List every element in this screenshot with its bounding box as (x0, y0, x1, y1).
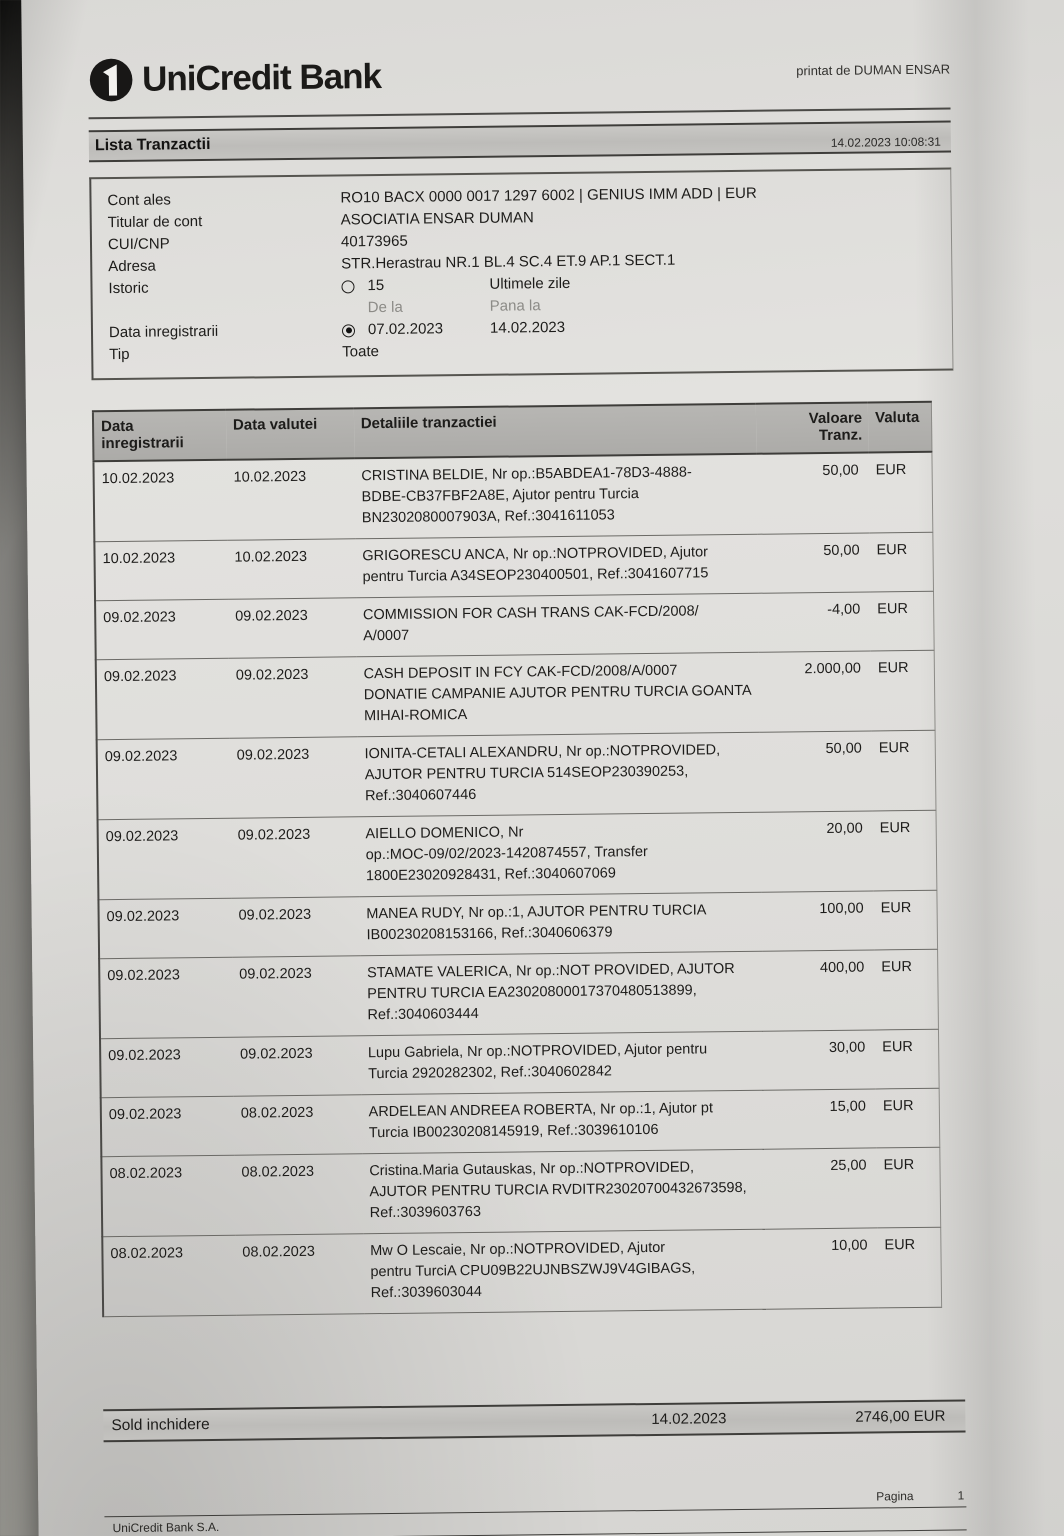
cell-data-valutei: 09.02.2023 (233, 1036, 361, 1096)
closing-balance-amount: 2746,00 EUR (855, 1407, 946, 1426)
transaction-row (101, 1088, 940, 1157)
transaction-row (101, 1147, 940, 1237)
header-divider (89, 108, 951, 120)
cell-data-valutei: 10.02.2023 (227, 539, 355, 599)
cell-valuta: EUR (877, 1227, 941, 1308)
cell-valuta: EUR (869, 532, 933, 592)
cell-detalii: MANEA RUDY, Nr op.:1, AJUTOR PENTRU TURCIA IB00230208153166, Ref.:3040606379 (359, 892, 762, 956)
field-label: Titular de cont (107, 213, 203, 232)
from-label: De la (367, 298, 403, 317)
field-label: CUI/CNP (107, 235, 170, 254)
section-title-bar (89, 121, 951, 163)
cell-data-valutei: 09.02.2023 (230, 737, 359, 818)
transaction-row (98, 810, 937, 900)
cell-detalii: AIELLO DOMENICO, Nr op.:MOC-09/02/2023-1420874557, Transfer 1800E23020928431, Ref.:3040607069 (358, 812, 761, 897)
cell-valoare: -4,00 (758, 592, 871, 652)
cell-data-valutei: 09.02.2023 (232, 956, 361, 1037)
unicredit-logo-icon (88, 57, 135, 104)
cell-data-inregistrarii: 09.02.2023 (98, 898, 232, 959)
cell-valoare: 100,00 (761, 891, 874, 951)
print-timestamp: 14.02.2023 10:08:31 (830, 134, 941, 150)
cell-valoare: 2.000,00 (758, 651, 871, 732)
field-label: Data inregistrarii (108, 322, 219, 342)
document-content (88, 48, 967, 1536)
cell-data-inregistrarii: 08.02.2023 (102, 1235, 236, 1317)
cell-valuta: EUR (874, 949, 938, 1030)
page-title: Lista Tranzactii (94, 135, 211, 155)
footer-bank-name: UniCredit Bank S.A. (112, 1519, 220, 1536)
transaction-row (98, 890, 937, 959)
cell-valoare: 400,00 (762, 950, 875, 1031)
cell-valoare: 50,00 (759, 731, 872, 812)
pagina-value: 1 (957, 1488, 965, 1503)
cell-valoare: 25,00 (764, 1148, 877, 1229)
field-value: RO10 BACX 0000 0017 1297 6002 | GENIUS IMM ADD | EUR (340, 184, 757, 207)
cell-valuta: EUR (876, 1147, 940, 1228)
cell-valoare: 15,00 (763, 1089, 876, 1149)
cell-data-valutei: 09.02.2023 (230, 817, 359, 898)
transaction-row (102, 1227, 941, 1317)
transaction-row (95, 591, 934, 660)
cell-detalii: COMMISSION FOR CASH TRANS CAK-FCD/2008/ A/0007 (356, 593, 759, 657)
cell-valuta: EUR (872, 730, 936, 811)
document-header (88, 48, 950, 104)
field-value: STR.Herastrau NR.1 BL.4 SC.4 ET.9 AP.1 SECT.1 (341, 251, 676, 273)
cell-data-inregistrarii: 09.02.2023 (101, 1096, 235, 1157)
cell-data-inregistrarii: 10.02.2023 (93, 460, 227, 542)
cell-data-inregistrarii: 09.02.2023 (95, 599, 229, 660)
closing-balance-label: Sold inchidere (111, 1415, 210, 1434)
field-value: 40173965 (340, 232, 408, 251)
cell-detalii: Mw O Lescaie, Nr op.:NOTPROVIDED, Ajutor pentru TurciA CPU09B22UJNBSZWJ9V4GIBAGS, Ref.:3039603044 (363, 1229, 766, 1314)
data-inregistrarii-radio (342, 324, 355, 337)
cell-data-inregistrarii: 09.02.2023 (100, 1037, 234, 1098)
cell-data-inregistrarii: 08.02.2023 (101, 1155, 235, 1237)
closing-balance-bar (103, 1399, 965, 1442)
transaction-row (97, 730, 936, 820)
istoric-days-value: 15 (367, 276, 385, 295)
cell-data-inregistrarii: 10.02.2023 (94, 540, 228, 601)
cell-valoare: 50,00 (757, 533, 870, 593)
cell-valuta: EUR (873, 890, 937, 950)
transactions-body (93, 452, 941, 1317)
transaction-row (99, 949, 938, 1039)
field-value: ASOCIATIA ENSAR DUMAN (340, 209, 534, 229)
cell-detalii: ARDELEAN ANDREEA ROBERTA, Nr op.:1, Ajutor pt Turcia IB00230208145919, Ref.:3039610106 (361, 1090, 764, 1154)
header-data-inregistrarii: Data inregistrarii (93, 410, 226, 462)
cell-valoare: 20,00 (760, 811, 873, 892)
pagina-label: Pagina (876, 1489, 914, 1504)
transactions-table (92, 401, 942, 1317)
transaction-row (93, 452, 932, 542)
cell-data-valutei: 08.02.2023 (234, 1154, 363, 1235)
cell-detalii: CRISTINA BELDIE, Nr op.:B5ABDEA1-78D3-4888- BDBE-CB37FBF2A8E, Ajutor pentru Turcia BN2302080007903A, Ref.:3041611053 (354, 454, 757, 539)
cell-detalii: Lupu Gabriela, Nr op.:NOTPROVIDED, Ajutor pentru Turcia 2920282302, Ref.:3040602842 (361, 1031, 764, 1095)
cell-detalii: GRIGORESCU ANCA, Nr op.:NOTPROVIDED, Ajutor pentru Turcia A34SEOP230400501, Ref.:3041607715 (355, 534, 758, 598)
date-to-value: 14.02.2023 (489, 318, 566, 337)
cell-data-valutei: 10.02.2023 (226, 458, 355, 540)
cell-valuta: EUR (870, 591, 934, 651)
date-from-value: 07.02.2023 (367, 320, 444, 339)
cell-detalii: CASH DEPOSIT IN FCY CAK-FCD/2008/A/0007 DONATIE CAMPANIE AJUTOR PENTRU TURCIA GOANTA MIHAI-ROMICA (356, 652, 759, 737)
header-detalii: Detaliile tranzactiei (354, 404, 756, 459)
cell-data-valutei: 09.02.2023 (229, 657, 358, 738)
footer-bank-bar (104, 1506, 966, 1536)
cell-data-valutei: 09.02.2023 (231, 897, 359, 957)
cell-valuta: EUR (875, 1029, 939, 1089)
cell-data-valutei: 08.02.2023 (235, 1234, 364, 1315)
cell-valoare: 10,00 (765, 1228, 878, 1309)
cell-valuta: EUR (871, 650, 935, 731)
cell-valoare: 50,00 (756, 452, 869, 534)
cell-valuta: EUR (876, 1088, 940, 1148)
cell-detalii: Cristina.Maria Gutauskas, Nr op.:NOTPROVIDED, AJUTOR PENTRU TURCIA RVDITR23020700432673598, Ref.:3039603763 (362, 1149, 765, 1234)
paper-document (21, 0, 1064, 1536)
transaction-row (94, 532, 933, 601)
brand-logo (88, 54, 381, 103)
field-label: Tip (109, 345, 130, 364)
istoric-radio (341, 280, 354, 293)
account-info-box (89, 168, 953, 381)
cell-data-inregistrarii: 09.02.2023 (96, 658, 230, 740)
transaction-row (96, 650, 935, 740)
cell-data-inregistrarii: 09.02.2023 (97, 738, 231, 820)
cell-data-valutei: 08.02.2023 (234, 1095, 362, 1155)
cell-data-inregistrarii: 09.02.2023 (99, 957, 233, 1039)
cell-valuta: EUR (873, 810, 937, 891)
cell-data-inregistrarii: 09.02.2023 (98, 818, 232, 900)
field-label: Istoric (108, 279, 149, 298)
closing-balance-date: 14.02.2023 (651, 1410, 727, 1429)
header-data-valutei: Data valutei (226, 408, 354, 459)
cell-detalii: STAMATE VALERICA, Nr op.:NOT PROVIDED, AJUTOR PENTRU TURCIA EA23020800017370480513899, Ref.:3040603444 (360, 951, 763, 1036)
to-label: Pana la (489, 297, 541, 315)
header-valoare: Valoare Tranz. (755, 402, 868, 453)
transaction-row (100, 1029, 939, 1098)
header-valuta: Valuta (868, 402, 932, 453)
brand-name: UniCredit Bank (141, 56, 382, 99)
cell-data-valutei: 09.02.2023 (228, 598, 356, 658)
tip-value: Toate (342, 343, 380, 361)
printed-by-text: printat de DUMAN ENSAR (796, 61, 951, 79)
cell-detalii: IONITA-CETALI ALEXANDRU, Nr op.:NOTPROVIDED, AJUTOR PENTRU TURCIA 514SEOP230390253, Ref.:3040607446 (357, 732, 760, 817)
field-label: Cont ales (107, 191, 171, 210)
cell-valuta: EUR (868, 452, 932, 533)
cell-valoare: 30,00 (763, 1030, 876, 1090)
field-label: Adresa (108, 257, 156, 276)
istoric-suffix-label: Ultimele zile (489, 274, 571, 293)
